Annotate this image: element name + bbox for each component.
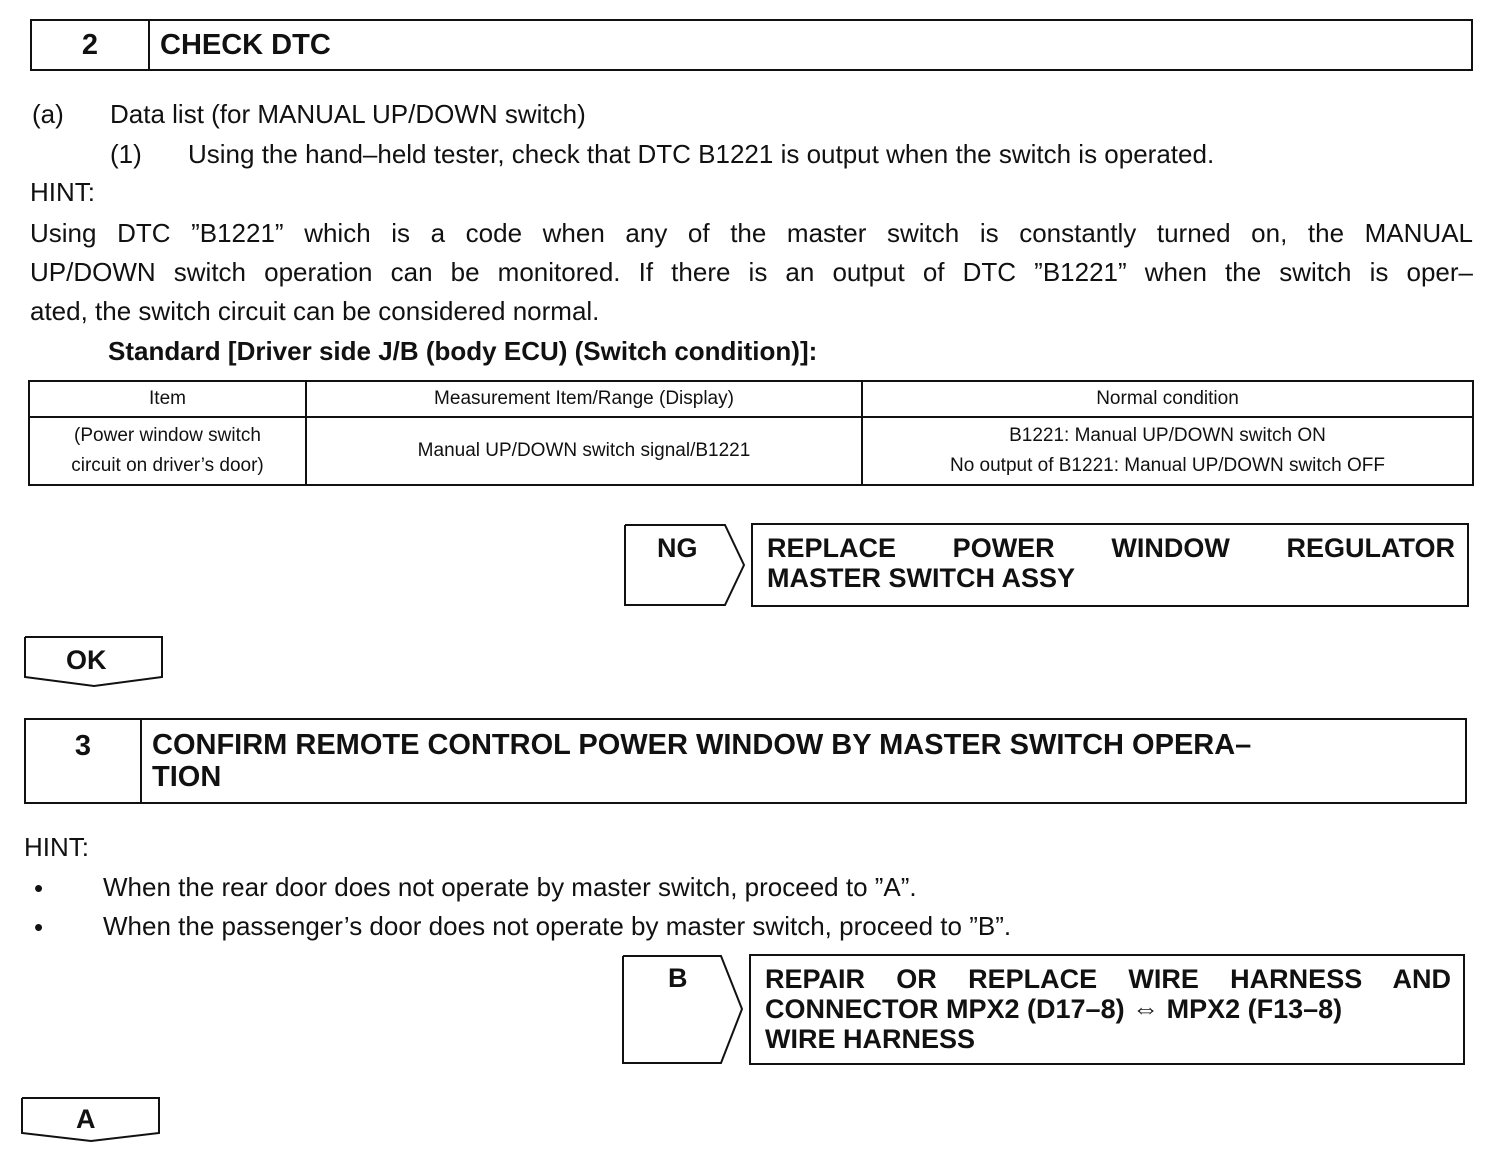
sub-a-text: Data list (for MANUAL UP/DOWN switch) bbox=[110, 99, 586, 129]
step-3-title-line-1: CONFIRM REMOTE CONTROL POWER WINDOW BY MASTER SWITCH OPERA– bbox=[152, 729, 1252, 761]
step-2-title: CHECK DTC bbox=[160, 29, 331, 61]
normal-line-1: B1221: Manual UP/DOWN switch ON bbox=[1009, 425, 1326, 446]
b-label: B bbox=[668, 963, 688, 993]
b-result-line-3: WIRE HARNESS bbox=[765, 1024, 976, 1054]
ng-result-line-2: MASTER SWITCH ASSY bbox=[767, 563, 1076, 593]
sub-1-label: (1) bbox=[110, 139, 142, 169]
sub-a-label: (a) bbox=[32, 99, 64, 129]
step-3-header bbox=[24, 718, 1467, 804]
step-2-number: 2 bbox=[32, 21, 150, 69]
item-line-2: circuit on driver’s door) bbox=[71, 455, 264, 476]
bullet-text-2: When the passenger’s door does not operate by master switch, proceed to ”B”. bbox=[103, 911, 1012, 941]
step-2-hint-text bbox=[30, 214, 1473, 331]
table-cell-measurement: Manual UP/DOWN switch signal/B1221 bbox=[306, 417, 862, 485]
table-header-normal: Normal condition bbox=[862, 381, 1473, 417]
table-cell-item bbox=[29, 417, 306, 485]
ng-result-line-1: REPLACE POWER WINDOW REGULATOR bbox=[767, 533, 1455, 563]
b-result-line-1: REPAIR OR REPLACE WIRE HARNESS AND bbox=[765, 964, 1451, 994]
b-result-line-2: CONNECTOR MPX2 (D17–8) ⇔ MPX2 (F13–8) bbox=[765, 994, 1343, 1024]
table-row bbox=[29, 417, 1473, 485]
a-label: A bbox=[76, 1104, 96, 1134]
bullet-icon: • bbox=[34, 873, 44, 903]
table-header-row bbox=[29, 381, 1473, 417]
step-3-title bbox=[142, 720, 1251, 802]
hint-line-2: UP/DOWN switch operation can be monitored. If there is an output of DTC ”B1221” when the switch is oper– bbox=[30, 257, 1473, 287]
spec-table bbox=[28, 380, 1474, 486]
step-2-header bbox=[30, 19, 1473, 71]
table-header-measurement: Measurement Item/Range (Display) bbox=[306, 381, 862, 417]
bullet-icon: • bbox=[34, 912, 44, 942]
step-3-hint-label: HINT: bbox=[24, 832, 89, 862]
table-header-item: Item bbox=[29, 381, 306, 417]
ok-label: OK bbox=[66, 645, 107, 675]
standard-label: Standard [Driver side J/B (body ECU) (Switch condition)]: bbox=[108, 336, 818, 366]
step-3-title-line-2: TION bbox=[152, 761, 222, 793]
ng-label: NG bbox=[657, 533, 698, 563]
table-cell-normal bbox=[862, 417, 1473, 485]
b-result-box bbox=[749, 954, 1465, 1065]
ng-result-box bbox=[751, 523, 1469, 607]
item-line-1: (Power window switch bbox=[74, 425, 261, 446]
step-2-hint-label: HINT: bbox=[30, 177, 95, 207]
sub-1-text: Using the hand–held tester, check that DTC B1221 is output when the switch is operated. bbox=[188, 139, 1215, 169]
normal-line-2: No output of B1221: Manual UP/DOWN switch OFF bbox=[949, 455, 1386, 476]
hint-line-3: ated, the switch circuit can be considered normal. bbox=[30, 296, 600, 326]
hint-line-1: Using DTC ”B1221” which is a code when any of the master switch is constantly turned on, the MANUAL bbox=[30, 218, 1473, 248]
bullet-text-1: When the rear door does not operate by master switch, proceed to ”A”. bbox=[103, 872, 917, 902]
step-3-number: 3 bbox=[26, 720, 142, 802]
